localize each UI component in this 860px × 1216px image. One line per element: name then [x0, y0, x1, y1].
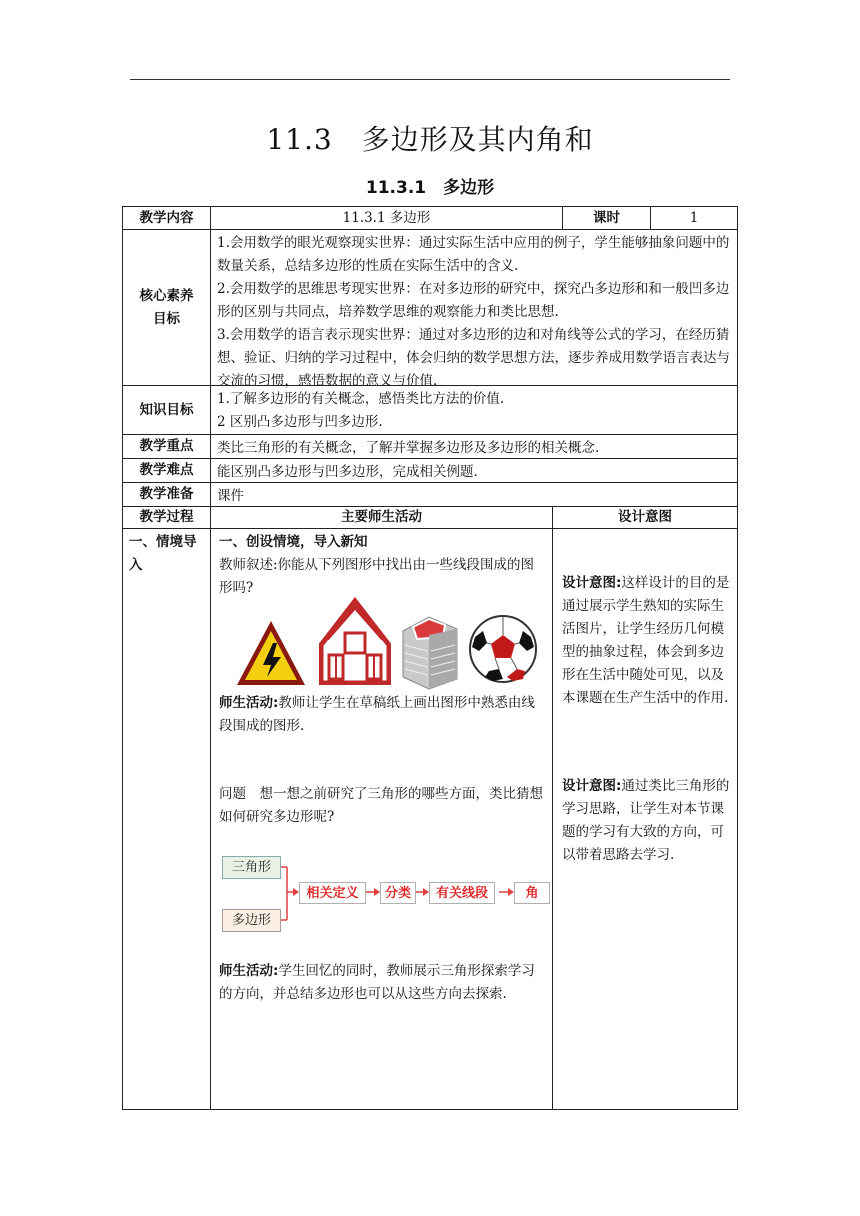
intent-text: 这样设计的目的是通过展示学生熟知的实际生活图片，让学生经历几何模型的抽象过程，体会到多边形在生活中随处可见，以及本课题在生产生活中的作用. [562, 575, 730, 706]
activity-block-2 [219, 960, 547, 1006]
design-intent-cell [552, 528, 738, 1110]
intent-block-2 [562, 775, 732, 867]
flow-polygon-box: 多边形 [222, 909, 281, 932]
knowledge-goal-item: 2 区别凸多边形与凹多边形. [217, 414, 383, 430]
intent-label: 设计意图: [562, 778, 622, 794]
warning-sign-image [235, 617, 307, 689]
flow-step-definition: 相关定义 [299, 882, 366, 904]
preparation-content: 课件 [210, 482, 738, 507]
knowledge-goals-content [210, 385, 738, 435]
label-knowledge-goals: 知识目标 [122, 385, 211, 435]
section-subtitle: 11.3.1 多边形 [365, 178, 495, 198]
label-difficulties: 教学难点 [122, 458, 211, 483]
label-teaching-content: 教学内容 [122, 206, 211, 230]
question-text: 问题 想一想之前研究了三角形的哪些方面，类比猜想如何研究多边形呢? [219, 786, 543, 825]
flow-step-segments: 有关线段 [429, 882, 495, 904]
label-core-literacy [122, 229, 211, 386]
label-key-points: 教学重点 [122, 434, 211, 459]
stage-situation-intro: 一、情境导入 [122, 528, 211, 1110]
flow-step-classification: 分类 [380, 882, 416, 904]
main-activities-cell [210, 528, 553, 1110]
core-literacy-content [210, 229, 738, 389]
intent-label: 设计意图: [562, 575, 622, 591]
question-block [219, 783, 547, 829]
teaching-content-value: 11.3.1 多边形 [210, 206, 563, 230]
teacher-narration: 教师叙述:你能从下列图形中找出由一些线段围成的图形吗? [219, 557, 535, 596]
flow-step-angle: 角 [514, 882, 550, 904]
header-rule [130, 79, 730, 80]
label-process: 教学过程 [122, 506, 211, 529]
activity-label: 师生活动: [219, 695, 279, 711]
core-literacy-item: 1.会用数学的眼光观察现实世界：通过实际生活中应用的例子，学生能够抽象问题中的数量关系，总结多边形的性质在实际生活中的含义. [217, 235, 730, 274]
activity-text: 教师让学生在草稿纸上画出图形中熟悉由线段围成的图形. [219, 695, 535, 734]
core-literacy-item: 2.会用数学的思维思考现实世界：在对多边形的研究中，探究凸多边形和和一般凹多边形的区别与共同点，培养数学思维的观察能力和类比思想. [217, 281, 730, 320]
knowledge-goal-item: 1.了解多边形的有关概念，感悟类比方法的价值. [217, 391, 505, 407]
key-points-content: 类比三角形的有关概念，了解并掌握多边形及多边形的相关概念. [210, 434, 738, 459]
label-preparation: 教学准备 [122, 482, 211, 507]
section-block [219, 531, 547, 600]
label-class-hours: 课时 [562, 206, 651, 230]
header-design-intent: 设计意图 [552, 506, 738, 529]
difficulties-content: 能区别凸多边形与凹多边形，完成相关例题. [210, 458, 738, 483]
intent-block-1 [562, 572, 732, 710]
section-heading: 一、创设情境，导入新知 [219, 534, 368, 550]
flow-triangle-box: 三角形 [222, 856, 281, 879]
activity-block-1 [219, 692, 547, 738]
core-literacy-line1: 核心素养 [139, 287, 194, 304]
house-image [319, 597, 391, 685]
header-main-activities: 主要师生活动 [210, 506, 553, 529]
soccer-ball-image [467, 613, 539, 685]
intent-text: 通过类比三角形的学习思路，让学生对本节课题的学习有大致的方向，可以带着思路去学习. [562, 778, 730, 863]
class-hours-value: 1 [650, 206, 738, 230]
activity-label: 师生活动: [219, 963, 279, 979]
building-image [399, 613, 461, 691]
activity-text: 学生回忆的同时，教师展示三角形探索学习的方向，并总结多边形也可以从这些方向去探索. [219, 963, 535, 1002]
core-literacy-line2: 目标 [153, 310, 180, 327]
page-title: 11.3 多边形及其内角和 [266, 123, 594, 156]
core-literacy-item: 3.会用数学的语言表示现实世界：通过对多边形的边和对角线等公式的学习，在经历猜想、验证、归纳的学习过程中，体会归纳的数学思想方法，逐步养成用数学语言表达与交流的习惯，感悟数据的意义与价值. [217, 327, 730, 389]
